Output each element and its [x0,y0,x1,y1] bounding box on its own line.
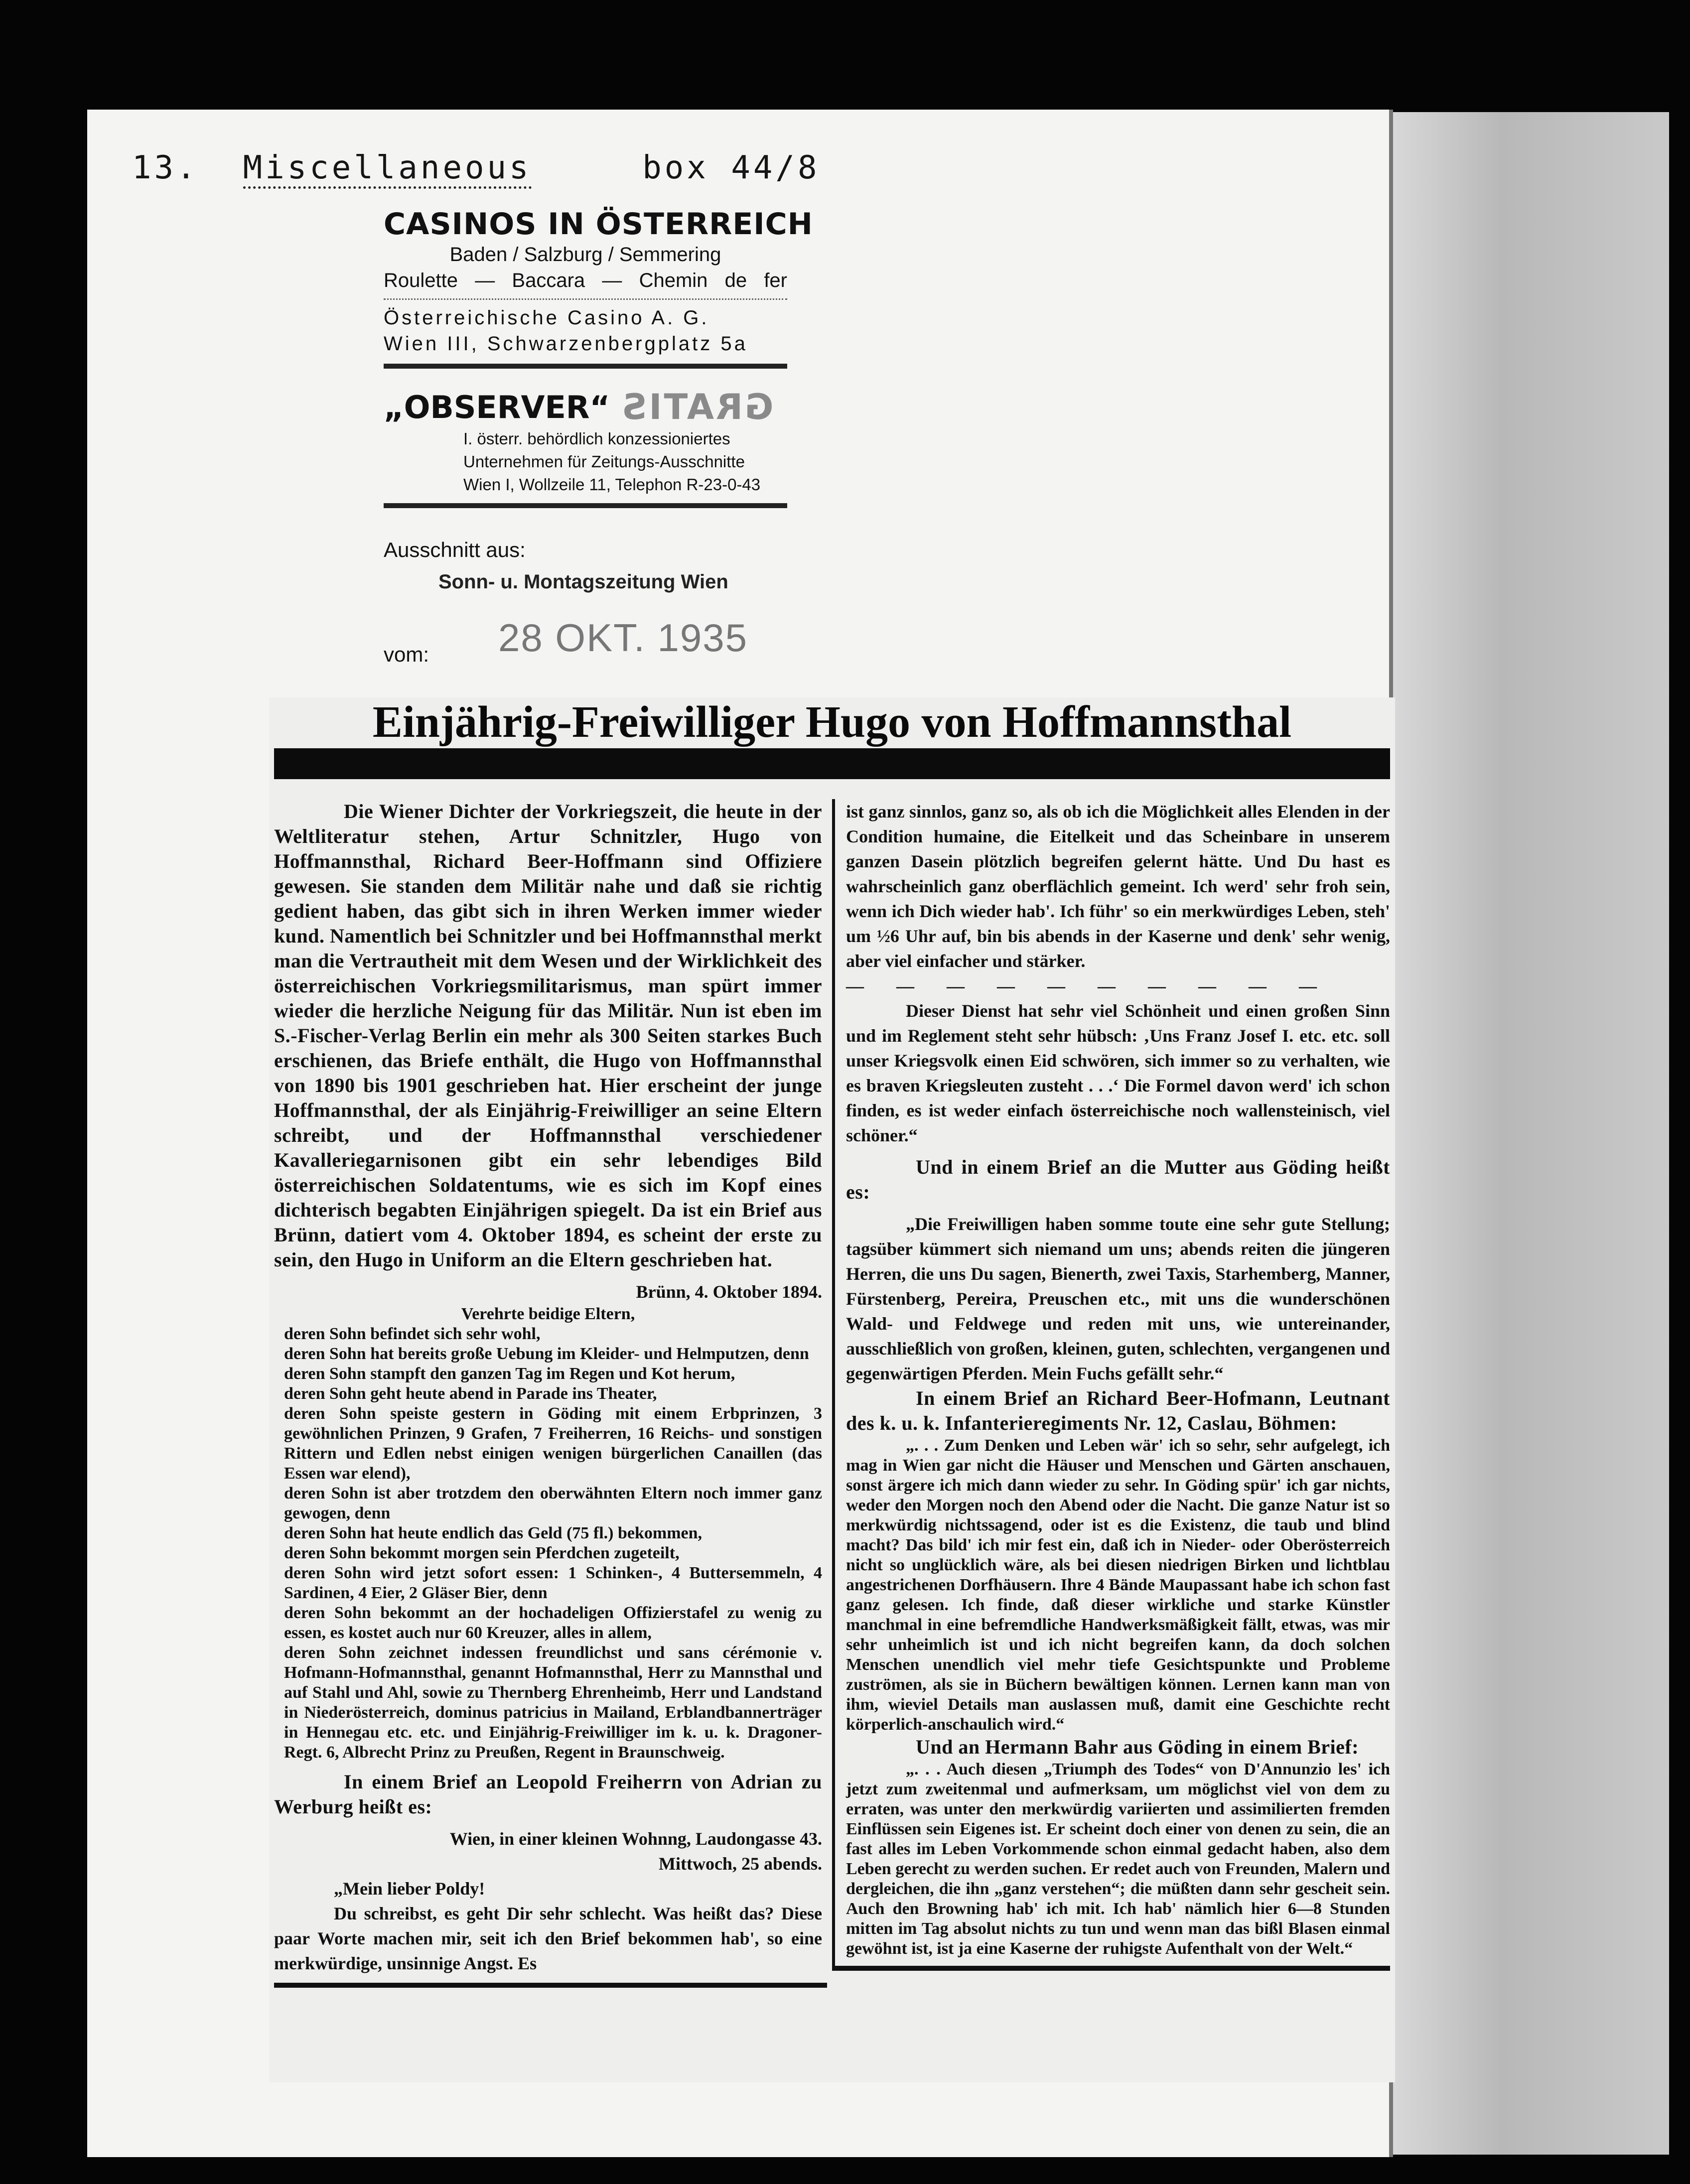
article-paragraph: In einem Brief an Leopold Freiherrn von Adrian zu Werburg heißt es: [274,1771,822,1818]
archive-number: 13. [132,149,199,186]
source-stamp: Sonn- u. Montagszeitung Wien [438,571,728,593]
article-headline: Einjährig-Freiwilliger Hugo von Hoffmannsthal [372,697,1292,747]
archive-label [132,149,820,186]
casino-locations: Baden / Salzburg / Semmering [449,244,721,266]
archive-category: Miscellaneous [243,149,532,189]
date-label: vom: [384,643,429,666]
article-paragraph: deren Sohn befindet sich sehr wohl, [284,1325,541,1343]
article-paragraph: „Mein lieber Poldy! [334,1879,485,1899]
article-paragraph: deren Sohn speiste gestern in Göding mit einem Erbprinzen, 3 gewöhnlichen Prinzen, 9 Grafen, 7 Freiherren, 16 Reichs- und sonstigen Rittern und Edlen nebst einigen wenigen bürgerlichen Canaillen (das Essen war elend), [284,1404,822,1483]
date-stamp: 28 OKT. 1935 [498,616,748,660]
gratis-stamp: GRATIS [620,387,774,427]
article-paragraph: Und an Hermann Bahr aus Göding in einem Brief: [916,1736,1359,1758]
article-paragraph: Mittwoch, 25 abends. [658,1854,822,1874]
article-paragraph: deren Sohn zeichnet indessen freundlichst und sans cérémonie v. Hofmann-Hofmannsthal, genannt Hofmannsthal, Herr zu Mannsthal und auf Stahl und Ahl, sowie zu Thernberg Ehrenheimb, Herr und Landstand in Niederösterreich, dominus patricius in Mailand, Erblandbannerträger in Hennegau etc. etc. und Einjährig-Freiwilliger im k. u. k. Dragoner-Regt. 6, Albrecht Prinz zu Preußen, Regent in Braunschweig. [284,1643,822,1762]
article-paragraph: „. . . Zum Denken und Leben wär' ich so sehr, sehr aufgelegt, ich mag in Wien gar nicht die Häuser und Menschen und Gärten anschauen, sonst ärgere ich mich dann wieder zu sehr. In Göding spür' ich gar nichts, weder den Morgen noch den Abend oder die Nacht. Die ganze Natur ist so merkwürdig nichtssagend, oder ist es die Existenz, die taub und blind macht? Das bild' ich mir fest ein, daß ich in Nieder- oder Oberösterreich nicht so unglücklich wäre, als bei diesen niedrigen Birken und lichtblau angestrichenen Dorfhäusern. Ihre 4 Bände Maupassant habe ich schon fast ganz gelesen. Ich finde, daß dieser wirkliche und starke Künstler manchmal in eine befremdliche Handwerksmäßigkeit fällt, etwas, was mir sehr unheimlich ist und ich nicht begreifen kann, da doch solchen Menschen unendlich viel mehr tiefe Gesichtspunkte und Probleme zuströmen, als sie in Büchern bewältigen können. Lernen kann man von ihm, wieviel Details man auslassen muß, damit eine Geschichte recht körperlich-anschaulich wird.“ [846,1436,1390,1734]
article-paragraph: deren Sohn wird jetzt sofort essen: 1 Schinken-, 4 Buttersemmeln, 4 Sardinen, 4 Eier, 2 Gläser Bier, denn [284,1564,822,1602]
article-paragraph: deren Sohn bekommt morgen sein Pferdchen zugeteilt, [284,1544,680,1562]
article-paragraph: deren Sohn stampft den ganzen Tag im Regen und Kot herum, [284,1365,735,1383]
divider [384,298,787,300]
article-paragraph: Die Wiener Dichter der Vorkriegszeit, die heute in der Weltliteratur stehen, Artur Schnitzler, Hugo von Hoffmannsthal, Richard Beer-Hoffmann sind Offiziere gewesen. Sie standen dem Militär nahe und daß sie richtig gedient haben, das gibt sich in ihren Werken immer wieder kund. Namentlich bei Schnitzler und bei Hoffmannsthal merkt man die Vertrautheit mit dem Wesen und der Wirklichkeit des österreichischen Vorkriegsmilitarismus, man spürt immer wieder die herzliche Neigung für das Militär. Nun ist eben im S.-Fischer-Verlag Berlin ein mehr als 300 Seiten starkes Buch erschienen, das Briefe enthält, die Hugo von Hoffmannsthal von 1890 bis 1901 geschrieben hat. Hier erscheint der junge Hoffmannsthal, der als Einjährig-Freiwilliger an seine Eltern schreibt, und der Hoffmannsthal verschiedener Kavalleriegarnisonen gibt ein sehr lebendiges Bild österreichischen Soldatentums, wie es sich im Kopf eines dichterisch begabten Einjährigen spiegelt. Da ist ein Brief aus Brünn, datiert vom 4. Oktober 1894, es scheint der erste zu sein, den Hugo in Uniform an die Eltern geschrieben hat. [274,800,822,1271]
article-paragraph: deren Sohn bekommt an der hochadeligen Offizierstafel zu wenig zu essen, es kostet auch nur 60 Kreuzer, alles in allem, [284,1604,822,1642]
article-paragraph: Du schreibst, es geht Dir sehr schlecht. Was heißt das? Diese paar Worte machen mir, seit ich den Brief bekommen hab', so eine merkwürdige, unsinnige Angst. Es [274,1904,822,1973]
background-sheet [1390,112,1669,2155]
article-paragraph: deren Sohn ist aber trotzdem den oberwähnten Eltern noch immer ganz gewogen, denn [284,1484,822,1522]
article-paragraph: deren Sohn hat bereits große Uebung im Kleider- und Helmputzen, denn [284,1345,809,1363]
archive-box: box 44/8 [642,149,820,186]
article-paragraph: Verehrte beidige Eltern, [461,1305,635,1323]
casino-company: Österreichische Casino A. G. [384,307,709,329]
article-paragraph: Wien, in einer kleinen Wohnng, Laudongasse 43. [449,1829,822,1849]
casino-games: Roulette — Baccara — Chemin de fer [384,270,787,291]
observer-line-1: I. österr. behördlich konzessioniertes [463,429,730,448]
divider-thick [384,503,787,508]
article-column-left [274,799,827,1988]
observer-line-2: Unternehmen für Zeitungs-Ausschnitte [463,452,745,471]
observer-logo: „OBSERVER“ [384,389,610,425]
article-column-right [832,799,1390,1971]
divider-thick [384,364,787,369]
article-paragraph: ist ganz sinnlos, ganz so, als ob ich die Möglichkeit alles Elenden in der Condition humaine, die Eitelkeit und das Scheinbare in unserem ganzen Dasein plötzlich begreifen gelernt hätte. Und Du hast es wahrscheinlich ganz oberflächlich gemeint. Ich werd' sehr froh sein, wenn ich Dich wieder hab'. Ich führ' so ein merkwürdiges Leben, steh' um ½6 Uhr auf, bin bis abends in der Kaserne und denk' sehr wenig, aber viel einfacher und stärker. [846,802,1390,971]
article-paragraph: „. . . Auch diesen „Triumph des Todes“ von D'Annunzio les' ich jetzt zum zweitenmal und aufmerksam, um möglichst viel von dem zu erraten, was unter den merkwürdig variierten und assimilierten fremden Einflüssen sein Eigenes ist. Er scheint doch einer von denen zu sein, die an fast alles im Leben Vorkommende schon einmal gedacht haben, also dem Leben gerecht zu werden suchen. Er redet auch von Freunden, Malern und dergleichen, die ihn „ganz verstehen“; die müßten dann sehr gescheit sein. Auch den Browning hab' ich mit. Ich hab' nämlich hier 6—8 Stunden mitten im Tag absolut nichts zu tun und wenn man das bißl Blasen einmal gewöhnt ist, ist ja eine Kaserne der ruhigste Aufenthalt von der Welt.“ [846,1760,1390,1958]
headline-bar [274,748,1390,779]
article-paragraph: deren Sohn geht heute abend in Parade ins Theater, [284,1384,657,1403]
clipping-service-header [384,207,813,515]
article-paragraph: „Die Freiwilligen haben somme toute eine sehr gute Stellung; tagsüber kümmert sich niemand um uns; abends reiten die jüngeren Herren, die uns Du sagen, Bienerth, zwei Taxis, Starhemberg, Manner, Fürstenberg, Pereira, Preuschen etc., mit uns die wunderschönen Wald- und Feldwege und reden mit uns, wie untereinander, ausschließlich von großen, kleinen, guten, schlechten, vergangenen und gegenwärtigen Pferden. Mein Fuchs gefällt sehr.“ [846,1214,1390,1383]
observer-line-3: Wien I, Wollzeile 11, Telephon R-23-0-43 [463,475,761,494]
article-paragraph: Brünn, 4. Oktober 1894. [636,1282,822,1302]
casino-brand: CASINOS IN ÖSTERREICH [384,207,813,242]
casino-address: Wien III, Schwarzenbergplatz 5a [384,333,748,355]
article-paragraph: — — — — — — — — — — [846,976,1331,996]
source-label: Ausschnitt aus: [384,538,526,561]
article-paragraph: In einem Brief an Richard Beer-Hofmann, Leutnant des k. u. k. Infanterieregiments Nr. 12, Caslau, Böhmen: [846,1387,1390,1434]
article-paragraph: deren Sohn hat heute endlich das Geld (75 fl.) bekommen, [284,1524,703,1542]
article-paragraph: Dieser Dienst hat sehr viel Schönheit und einen großen Sinn und im Reglement steht sehr hübsch: ‚Uns Franz Josef I. etc. etc. soll unser Kriegsvolk einen Eid schwören, sich immer so zu verhalten, wie es braven Kriegsleuten zusteht . . .‘ Die Formel davon werd' ich schon finden, es ist weder einfach österreichische noch wallensteinisch, viel schöner.“ [846,1001,1390,1145]
newspaper-article [269,697,1395,2082]
article-paragraph: Und in einem Brief an die Mutter aus Göding heißt es: [846,1156,1390,1203]
